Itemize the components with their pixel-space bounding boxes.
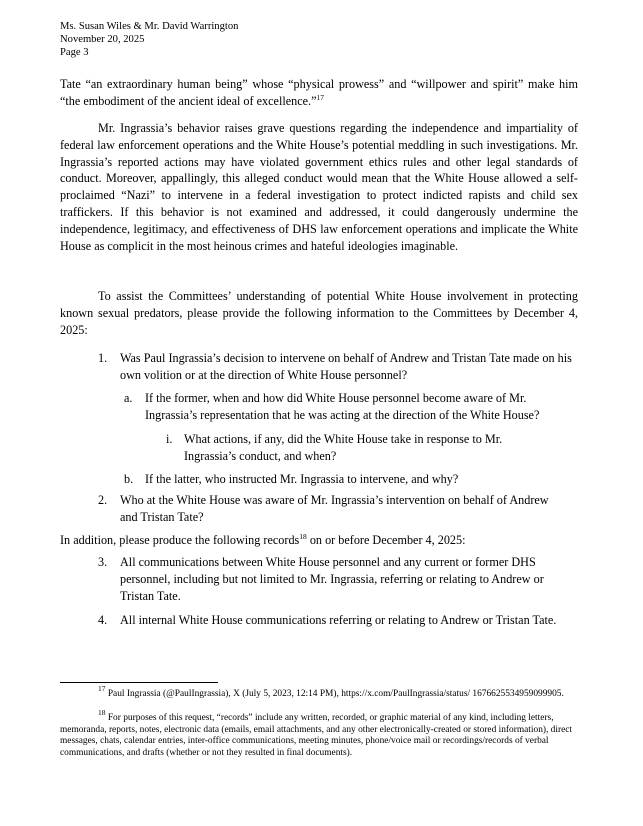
- question-1a-i-text: What actions, if any, did the White House take in response to Mr. Ingrassia’s conduct, and when?: [184, 432, 503, 463]
- record-3-text: All communications between White House personnel and any current or former DHS personnel, including but not limited to Mr. Ingrassia, referring or relating to Andrew or Tristan Tate.: [120, 555, 544, 603]
- footnote-18-number: 18: [98, 708, 106, 717]
- footnote-17: [60, 684, 580, 701]
- list-letter: b.: [124, 472, 134, 486]
- paragraph-continuation-text: Tate “an extraordinary human being” whose “physical prowess” and “willpower and spirit” make him “the embodiment of the ancient ideal of excellence.”: [60, 77, 578, 108]
- question-1-text: Was Paul Ingrassia’s decision to intervene on behalf of Andrew and Tristan Tate made on his own volition or at the direction of White House personnel?: [120, 351, 572, 382]
- footnote-ref-18[interactable]: 18: [299, 532, 307, 541]
- letter-header: [60, 20, 238, 59]
- list-number: 3.: [98, 555, 108, 569]
- list-number: 1.: [98, 351, 108, 365]
- paragraph-request: To assist the Committees’ understanding of potential White House involvement in protecting known sexual predators, please provide the following information to the Committees by December 4, 2025:: [60, 289, 578, 337]
- question-2-text: Who at the White House was aware of Mr. Ingrassia’s intervention on behalf of Andrew and Tristan Tate?: [120, 493, 549, 524]
- footnote-18: [60, 708, 580, 759]
- records-intro: [60, 532, 578, 549]
- record-4-text: All internal White House communications referring or relating to Andrew or Tristan Tate.: [120, 613, 557, 627]
- list-roman: i.: [166, 432, 173, 446]
- list-number: 2.: [98, 493, 108, 507]
- footnote-17-text: Paul Ingrassia (@PaulIngrassia), X (July 5, 2023, 12:14 PM), https://x.com/PaulIngrassia/status/ 1676625534959099905.: [105, 689, 564, 699]
- footnote-separator: [60, 682, 218, 683]
- footnote-ref-17[interactable]: 17: [316, 92, 324, 102]
- question-1b-text: If the latter, who instructed Mr. Ingrassia to intervene, and why?: [145, 472, 459, 486]
- header-date: November 20, 2025: [60, 34, 145, 45]
- records-intro-deadline: on or before December 4, 2025:: [306, 533, 466, 547]
- paragraph-continuation: [60, 76, 578, 110]
- footnote-17-number: 17: [98, 684, 106, 693]
- question-1a-text: If the former, when and how did White House personnel become aware of Mr. Ingrassia’s representation that he was acting at the direction of the White House?: [145, 391, 540, 422]
- header-page-number: Page 3: [60, 47, 89, 58]
- footnote-18-text: For purposes of this request, “records” include any written, recorded, or graphic material of any kind, including letters, memoranda, reports, notes, electronic data (emails, email attachments, and any other electronically-created or stored information), direct messages, chats, calendar entries, inter-office communications, meeting minutes, phone/voice mail or recordings/records of verbal communications, and drafts (whether or not they resulted in final documents).: [60, 713, 573, 758]
- header-recipients: Ms. Susan Wiles & Mr. David Warrington: [60, 21, 239, 32]
- paragraph-behavior: Mr. Ingrassia’s behavior raises grave questions regarding the independence and impartiality of federal law enforcement operations and the White House’s potential meddling in such investigations. Mr. Ingrassia’s reported actions may have violated government ethics rules and other legal standards of conduct. Moreover, appallingly, this alleged conduct would mean that the White House allowed a self-proclaimed “Nazi” to intervene in a federal investigation to protect indicted rapists and child sex traffickers. If this behavior is not examined and addressed, it could dangerously undermine the independence, legitimacy, and effectiveness of DHS law enforcement operations and implicate the White House as complicit in the most heinous crimes and hateful ideologies imaginable.: [60, 121, 578, 253]
- records-intro-text: In addition, please produce the following records: [60, 533, 300, 547]
- list-number: 4.: [98, 613, 108, 627]
- list-letter: a.: [124, 391, 133, 405]
